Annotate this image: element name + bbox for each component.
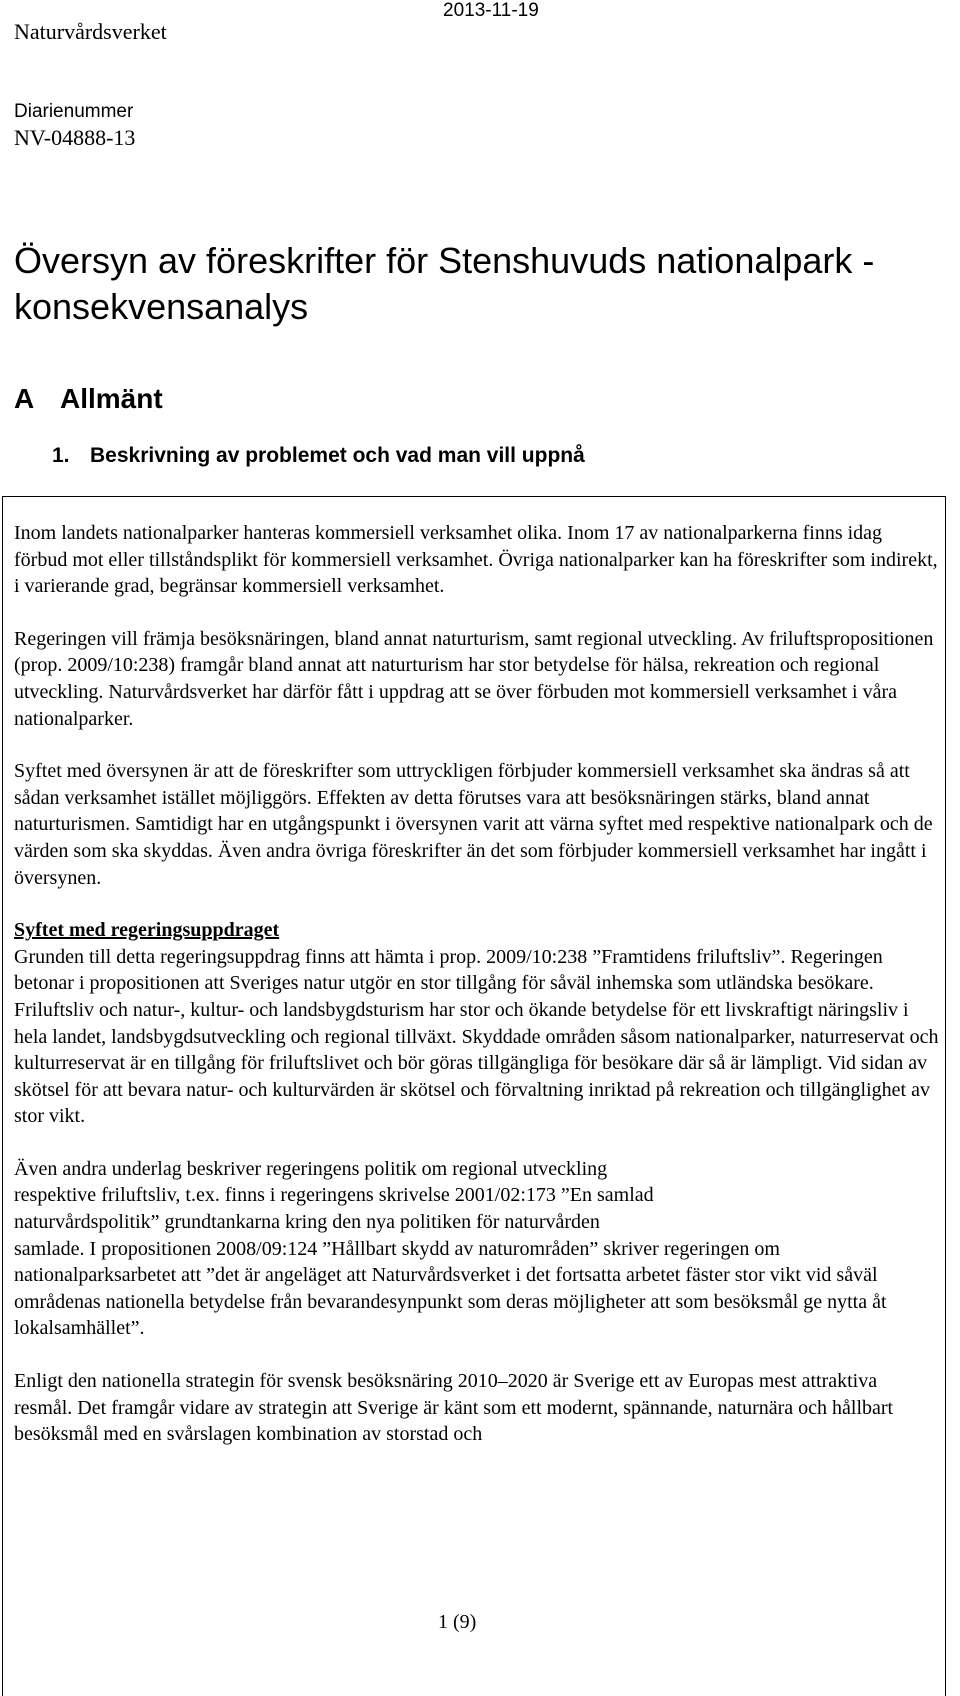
document-title: Översyn av föreskrifter för Stenshuvuds nationalpark - konsekvensanalys [14, 240, 875, 327]
paragraph-line: respektive friluftsliv, t.ex. finns i regeringens skrivelse 2001/02:173 ”En samlad [14, 1184, 654, 1207]
paragraph: Inom landets nationalparker hanteras kommersiell verksamhet olika. Inom 17 av nationalparkerna finns idag förbud mot eller tillståndsplikt för kommersiell verksamhet. Övriga nationalparker kan ha föreskrifter som indirekt, i varierande grad, begränsar kommersiell verksamhet. [14, 522, 938, 598]
paragraph: Enligt den nationella strategin för svensk besöksnäring 2010–2020 är Sverige ett av Europas mest attraktiva resmål. Det framgår vidare av strategin att Sverige är känt som ett modernt, spännande, naturnära och hållbart besöksmål med en svårslagen kombination av storstad och [14, 1370, 894, 1446]
paragraph-line: naturvårdspolitik” grundtankarna kring den nya politiken för naturvården [14, 1211, 600, 1234]
paragraph-text: Grunden till detta regeringsuppdrag finns att hämta i prop. 2009/10:238 ”Framtidens friluftsliv”. Regeringen betonar i propositionen att Sveriges natur utgör en stor tillgång för såväl inhemska som utländska besökare. Friluftsliv och natur-, kultur- och landsbygdsturism har stor och ökande betydelse för ett livskraftigt näringsliv i hela landet, landsbygdsutveckling och regional tillväxt. Skyddade områden såsom nationalparker, naturreservat och kulturreservat är en tillgång för friluftslivet och bör göras tillgängliga för besökare där så är lämpligt. Vid sidan av skötsel för att bevara natur- och kulturvärden är skötsel och förvaltning inriktad på rekreation och tillgänglighet av stor vikt. [14, 945, 939, 1128]
organization-name: Naturvårdsverket [14, 19, 167, 44]
document-date: 2013-11-19 [443, 0, 539, 21]
paragraph-line: Även andra underlag beskriver regeringens politik om regional utveckling [14, 1157, 608, 1180]
paragraph-with-heading [14, 917, 939, 1130]
section-title: Allmänt [60, 383, 163, 414]
subsection-number: 1. [52, 444, 70, 467]
subsection-title: Beskrivning av problemet och vad man vill uppnå [90, 444, 585, 467]
paragraph: Syftet med översynen är att de föreskrifter som uttryckligen förbjuder kommersiell verksamhet ska ändras så att sådan verksamhet istället möjliggörs. Effekten av detta förutses vara att besöksnäringen stärks, bland annat naturturismen. Samtidigt har en utgångspunkt i översynen varit att värna syftet med respektive nationalpark och de värden som ska skyddas. Även andra övriga föreskrifter än det som förbjuder kommersiell verksamhet har ingått i översynen. [14, 760, 933, 889]
diarienummer-label: Diarienummer [14, 101, 134, 122]
paragraph-line: samlade. I propositionen 2008/09:124 ”Hållbart skydd av naturområden” skriver regeringen om nationalparksarbetet att ”det är angeläget att Naturvårdsverket i det fortsatta arbetet fäster stor vikt vid såväl områdenas nationella betydelse från bevarandesynpunkt som deras möjligheter att som besöksmål ge nytta åt lokalsamhället”. [14, 1237, 887, 1340]
page-number: 1 (9) [438, 1611, 477, 1633]
body-text [14, 520, 939, 1474]
diarienummer-value: NV-04888-13 [14, 125, 136, 150]
subheading: Syftet med regeringsuppdraget [14, 919, 280, 942]
section-heading [14, 383, 163, 415]
subsection-heading [52, 444, 585, 468]
section-letter: A [14, 383, 35, 414]
paragraph [14, 1156, 939, 1342]
paragraph: Regeringen vill främja besöksnäringen, bland annat naturturism, samt regional utveckling. Av friluftspropositionen (prop. 2009/10:238) framgår bland annat att naturturism har stor betydelse för hälsa, rekreation och regional utveckling. Naturvårdsverket har därför fått i uppdrag att se över förbuden mot kommersiell verksamhet i våra nationalparker. [14, 627, 934, 730]
